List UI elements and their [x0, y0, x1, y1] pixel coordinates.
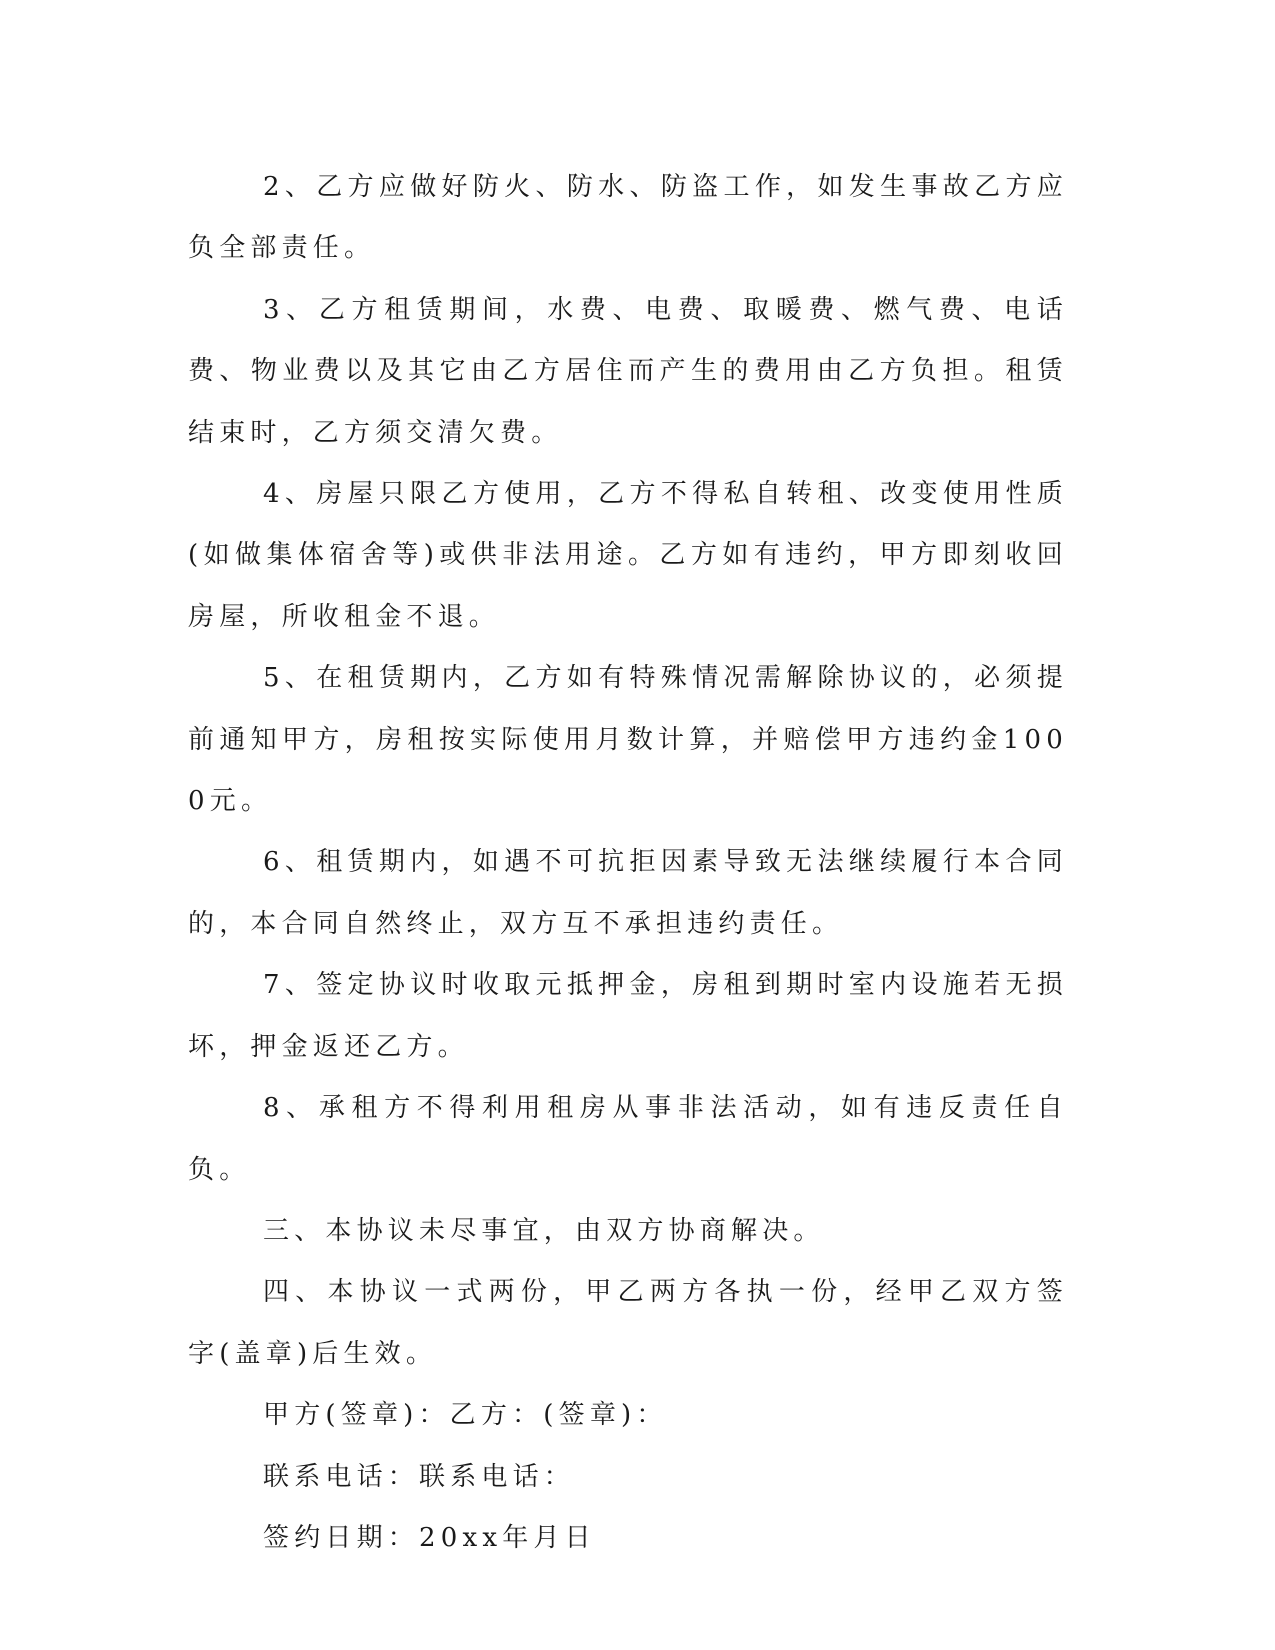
- signature-parties-line: 甲方(签章)：乙方：(签章)：: [263, 1400, 668, 1431]
- section-four: 四、本协议一式两份，甲乙两方各执一份，经甲乙双方签字(盖章)后生效。: [188, 1277, 1068, 1369]
- signing-date-line: 签约日期：20xx年月日: [263, 1522, 596, 1553]
- contact-phone-line: 联系电话：联系电话：: [263, 1461, 576, 1492]
- clause-2: 2、乙方应做好防火、防水、防盗工作，如发生事故乙方应负全部责任。: [188, 172, 1068, 264]
- clause-7: 7、签定协议时收取元抵押金，房租到期时室内设施若无损坏，押金返还乙方。: [188, 970, 1068, 1062]
- clause-3: 3、乙方租赁期间，水费、电费、取暖费、燃气费、电话费、物业费以及其它由乙方居住而产生的费用由乙方负担。租赁结束时，乙方须交清欠费。: [188, 294, 1068, 448]
- clause-5: 5、在租赁期内，乙方如有特殊情况需解除协议的，必须提前通知甲方，房租按实际使用月数计算，并赔偿甲方违约金1000元。: [188, 663, 1068, 817]
- section-three: 三、本协议未尽事宜，由双方协商解决。: [263, 1215, 825, 1246]
- clause-4: 4、房屋只限乙方使用，乙方不得私自转租、改变使用性质(如做集体宿舍等)或供非法用途。乙方如有违约，甲方即刻收回房屋，所收租金不退。: [188, 479, 1068, 632]
- clause-6: 6、租赁期内，如遇不可抗拒因素导致无法继续履行本合同的，本合同自然终止，双方互不承担违约责任。: [188, 847, 1068, 939]
- clause-8: 8、承租方不得利用租房从事非法活动，如有违反责任自负。: [188, 1093, 1068, 1185]
- contract-body: [188, 157, 1068, 1569]
